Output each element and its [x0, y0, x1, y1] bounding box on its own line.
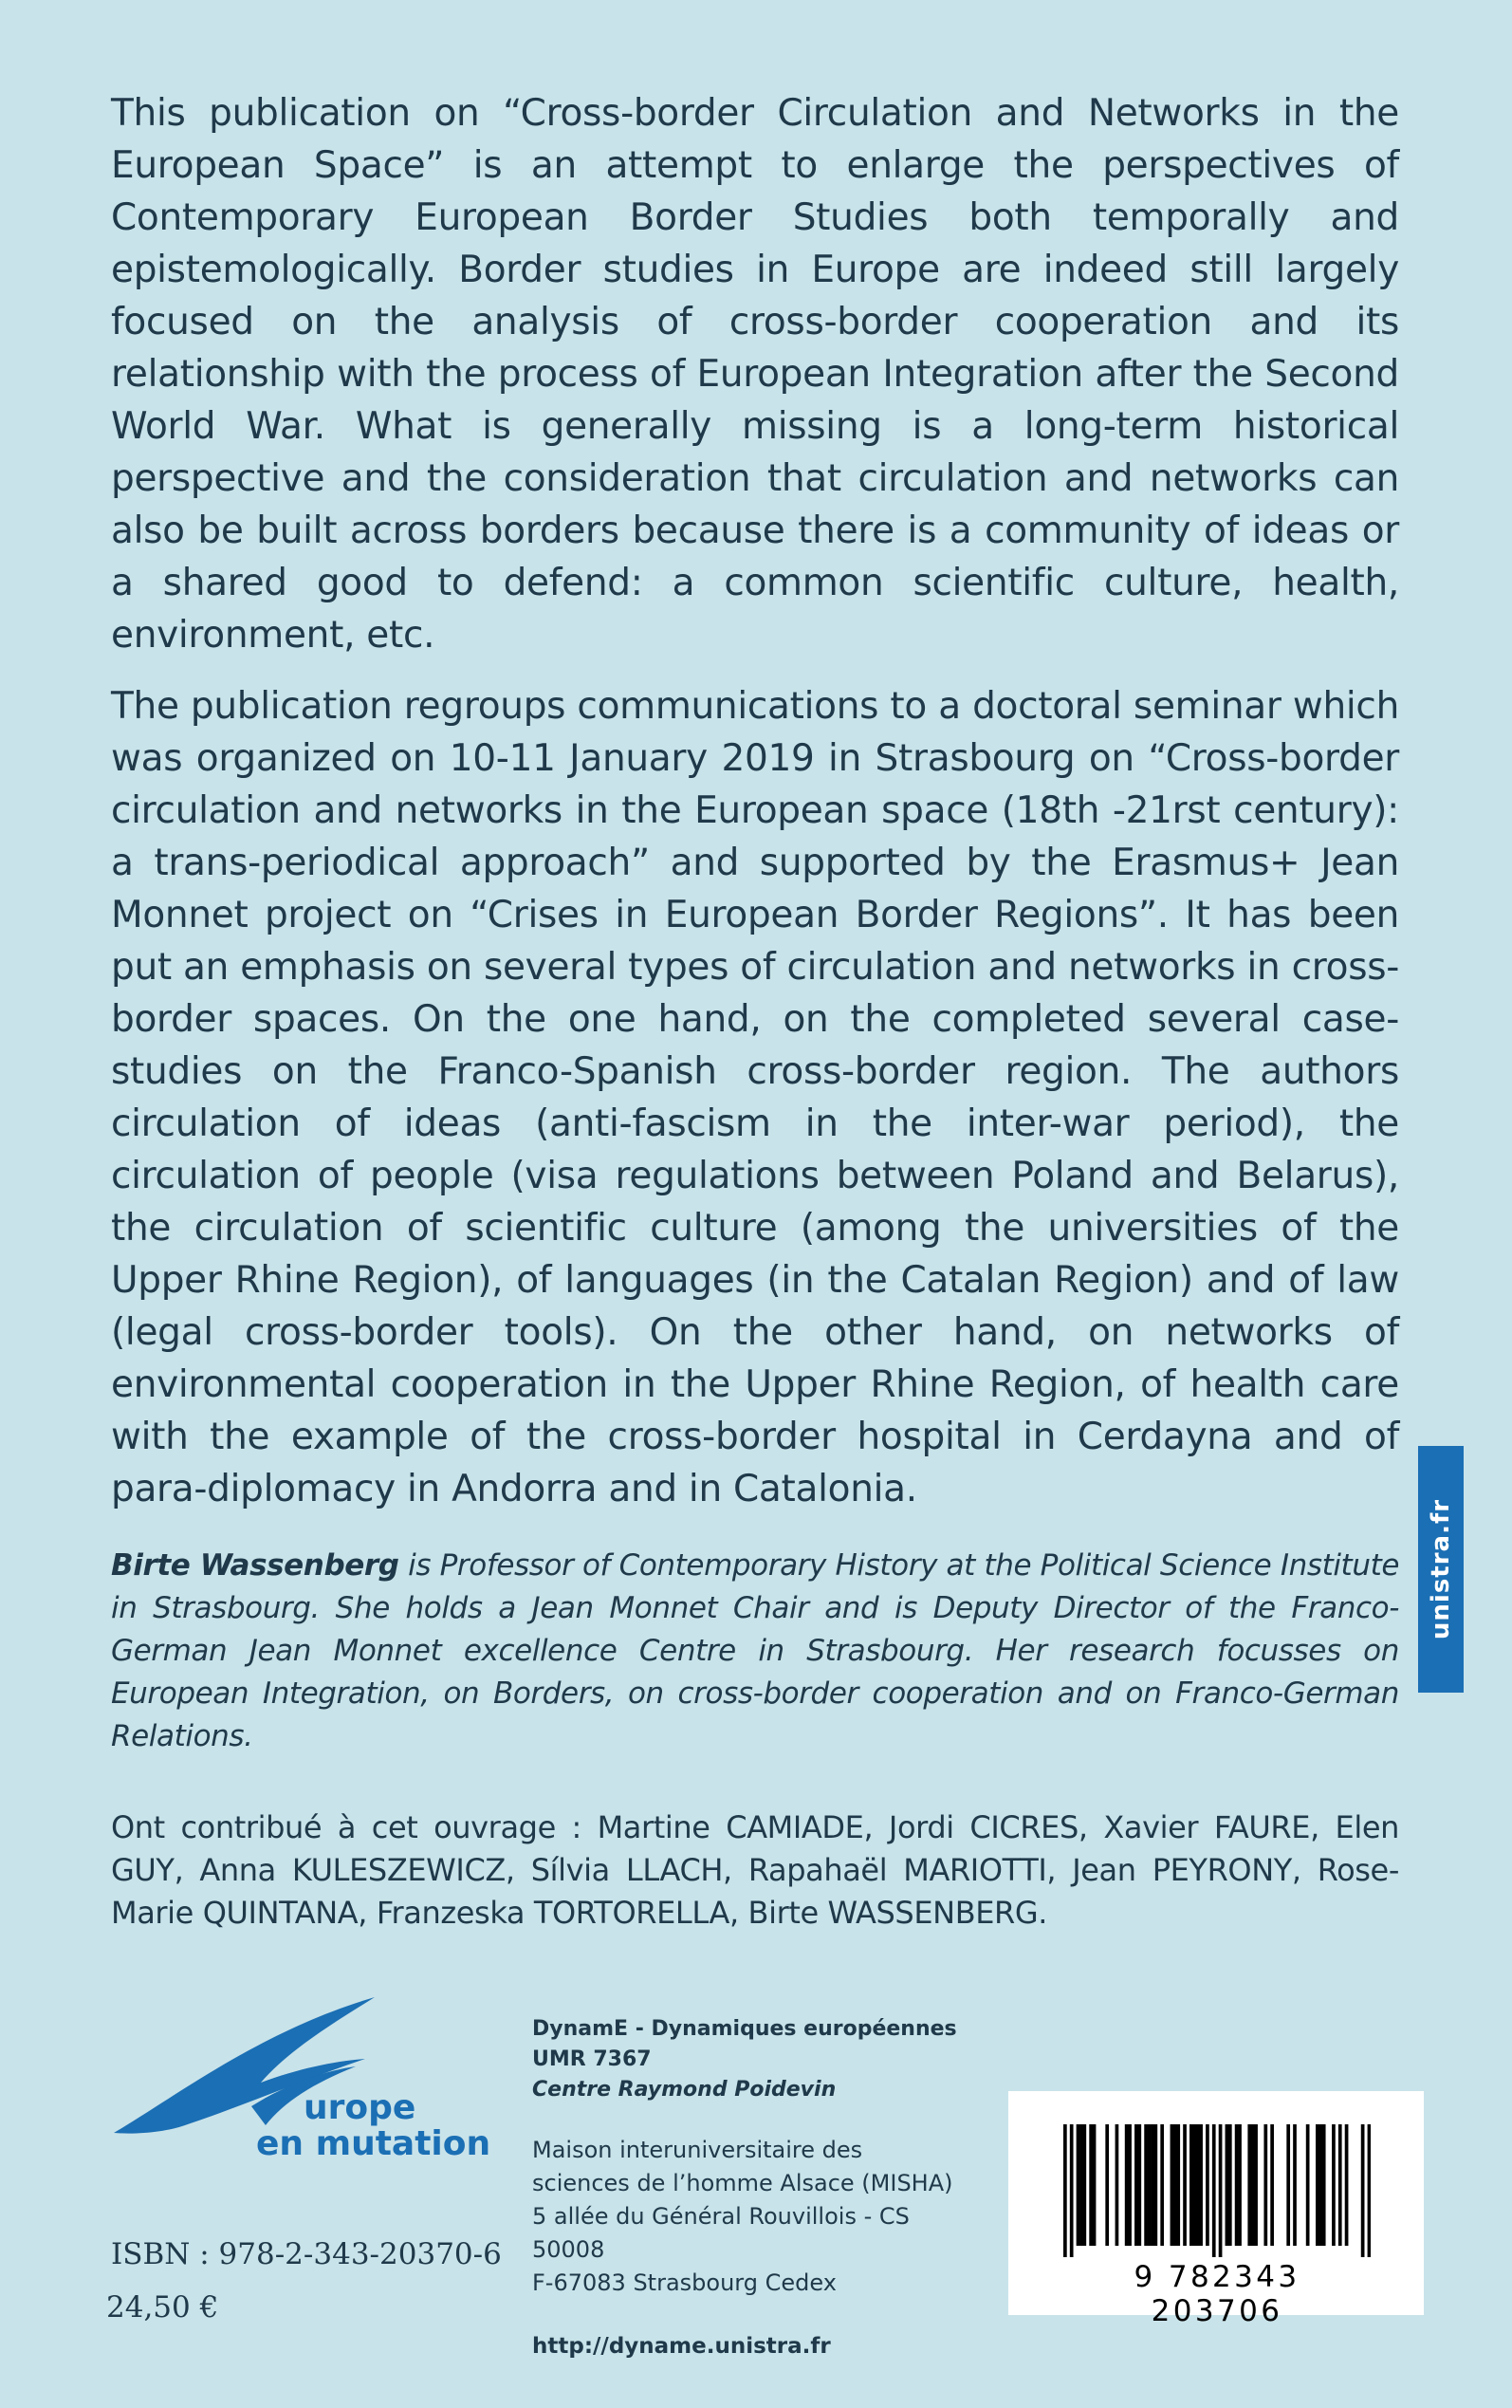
address-line-3: 5 allée du Général Rouvillois - CS 50008 — [532, 2203, 910, 2263]
barcode-bar — [1332, 2124, 1336, 2246]
barcode-bars — [1063, 2124, 1371, 2257]
barcode-bar — [1228, 2124, 1232, 2246]
barcode-bar — [1144, 2124, 1148, 2246]
publisher-centre: Centre Raymond Poidevin — [532, 2078, 837, 2102]
abstract-paragraph-2: The publication regroups communications to a doctoral seminar which was organized on 10-11 January 2019 in Strasbourg on “Cross-border circulation and networks in the European space (18th -21rst century): a trans-periodical approach” and supported by the Erasmus+ Jean Monnet project on “Crises in European Border Regions”. It has been put an emphasis on several types of circulation and networks in cross-border spaces. On the one hand, on the completed several case-studies on the Franco-Spanish cross-border region. The authors circulation of ideas (anti-fascism in the inter-war period), the circulation of people (visa regulations between Poland and Belarus), the circulation of scientific culture (among the universities of the Upper Rhine Region), of languages (in the Catalan Region) and of law (legal cross-border tools). On the other hand, on networks of environmental cooperation in the Upper Rhine Region, of health care with the example of the cross-border hospital in Cerdayna and of para-diplomacy in Andorra and in Catalonia. — [111, 685, 1399, 1510]
barcode-bar — [1206, 2124, 1209, 2246]
barcode-bar — [1196, 2124, 1200, 2246]
barcode-bar — [1089, 2124, 1093, 2246]
barcode-bar — [1070, 2124, 1074, 2257]
barcode-bar — [1082, 2124, 1086, 2246]
barcode-bar — [1254, 2124, 1258, 2246]
barcode-bar — [1128, 2124, 1132, 2246]
address-line-1: Maison interuniversitaire des — [532, 2137, 863, 2163]
barcode-bar — [1318, 2124, 1322, 2246]
barcode-bar — [1361, 2124, 1365, 2257]
europe-en-mutation-logo — [109, 1992, 498, 2182]
publisher-address — [532, 2134, 968, 2300]
barcode-bar — [1235, 2124, 1239, 2246]
barcode-bar — [1079, 2124, 1083, 2246]
publisher-info — [532, 2014, 968, 2362]
address-line-4: F-67083 Strasbourg Cedex — [532, 2269, 837, 2296]
barcode-bar — [1189, 2124, 1193, 2246]
barcode-bar — [1173, 2124, 1177, 2246]
barcode-bar — [1368, 2124, 1371, 2257]
barcode-bar — [1226, 2124, 1229, 2246]
author-name: Birte Wassenberg — [111, 1548, 399, 1583]
publisher-url[interactable]: http://dyname.unistra.fr — [532, 2334, 831, 2359]
barcode-bar — [1176, 2124, 1180, 2246]
barcode-bar — [1338, 2124, 1342, 2246]
barcode-bar — [1192, 2124, 1196, 2246]
side-tab-label: unistra.fr — [1427, 1498, 1455, 1640]
barcode-bar — [1199, 2124, 1203, 2246]
swoosh-icon — [109, 1992, 498, 2182]
barcode-bar — [1345, 2124, 1349, 2246]
address-line-2: sciences de l’homme Alsace (MISHA) — [532, 2170, 953, 2196]
back-cover-abstract — [111, 87, 1399, 1534]
barcode-bar — [1293, 2124, 1297, 2246]
contributors-list: Ont contribué à cet ouvrage : Martine CAMIADE, Jordi CICRES, Xavier FAURE, Elen GUY, Anna KULESZEWICZ, Sílvia LLACH, Rapahaël MARIOTTI, Jean PEYRONY, Rose-Marie QUINTANA, Franzeska TORTORELLA, Birte WASSENBERG. — [111, 1809, 1399, 1931]
unistra-side-tab — [1418, 1446, 1464, 1693]
logo-line-2: en mutation — [256, 2124, 491, 2163]
barcode-bar — [1212, 2124, 1216, 2257]
barcode-bar — [1153, 2124, 1157, 2246]
abstract-paragraph-1: This publication on “Cross-border Circulation and Networks in the European Space” is an attempt to enlarge the perspectives of Contemporary European Border Studies both temporally and epistemologically. Border studies in Europe are indeed still largely focused on the analysis of cross-border cooperation and its relationship with the process of European Integration after the Second World War. What is generally missing is a long-term historical perspective and the consideration that circulation and networks can also be built across borders because there is a community of ideas or a shared good to defend: a common scientific culture, health, environment, etc. — [111, 92, 1399, 657]
price: 24,50 € — [106, 2290, 219, 2325]
barcode-bar — [1105, 2124, 1109, 2246]
publisher-umr: UMR 7367 — [532, 2047, 652, 2071]
logo-line-1: urope — [304, 2088, 416, 2127]
barcode-bar — [1151, 2124, 1154, 2246]
barcode-bar — [1125, 2124, 1129, 2246]
author-bio — [111, 1545, 1399, 1758]
barcode-bar — [1116, 2124, 1119, 2246]
barcode-bar — [1251, 2124, 1255, 2246]
barcode-bar — [1322, 2124, 1326, 2246]
barcode-bar — [1077, 2124, 1080, 2246]
publisher-name: DynamE - Dynamiques européennes — [532, 2017, 957, 2041]
barcode — [1008, 2091, 1424, 2328]
barcode-bar — [1263, 2124, 1267, 2246]
barcode-bar — [1286, 2124, 1290, 2246]
barcode-bar — [1148, 2124, 1152, 2246]
barcode-bar — [1160, 2124, 1164, 2246]
barcode-bar — [1093, 2124, 1097, 2246]
barcode-bar — [1137, 2124, 1141, 2246]
barcode-bar — [1171, 2124, 1174, 2246]
barcode-bar — [1134, 2124, 1138, 2246]
barcode-bar — [1247, 2124, 1251, 2246]
barcode-bar — [1270, 2124, 1274, 2246]
barcode-bar — [1238, 2124, 1242, 2246]
barcode-bar — [1063, 2124, 1067, 2257]
barcode-bar — [1183, 2124, 1187, 2246]
barcode-bar — [1219, 2124, 1223, 2257]
isbn: ISBN : 978-2-343-20370-6 — [111, 2237, 502, 2271]
barcode-bar — [1306, 2124, 1310, 2246]
author-bio-text: is Professor of Contemporary History at the Political Science Institute in Strasbourg. She holds a Jean Monnet Chair and is Deputy Director of the Franco-German Jean Monnet excellence Centre in Strasbourg. Her research focusses on European Integration, on Borders, on cross-border cooperation and on Franco-German Relations. — [111, 1548, 1399, 1753]
barcode-number: 9 782343 203706 — [1134, 2260, 1300, 2328]
barcode-bar — [1316, 2124, 1319, 2246]
